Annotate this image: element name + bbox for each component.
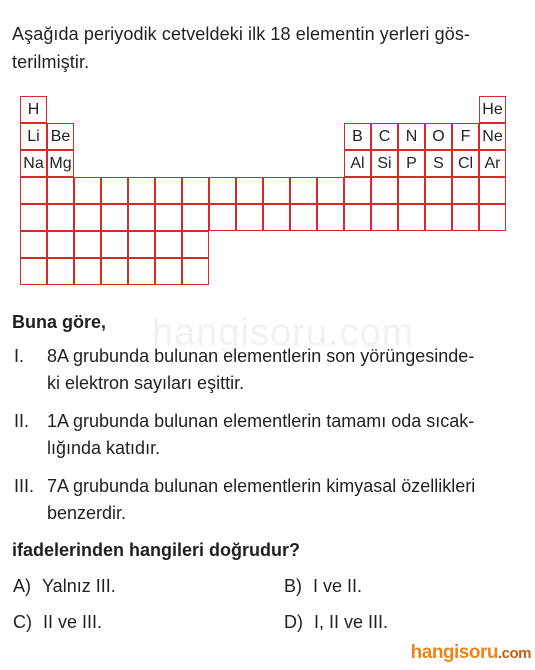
element-cell: O	[425, 123, 452, 150]
statement-number: II.	[14, 411, 30, 431]
empty-cell	[182, 204, 209, 231]
empty-cell	[47, 231, 74, 258]
question-intro	[12, 20, 522, 76]
option-a[interactable]	[13, 572, 116, 600]
empty-cell	[209, 204, 236, 231]
statement-number: III.	[14, 476, 35, 496]
statement-line: 8A grubunda bulunan elementlerin son yörüngesinde-	[47, 346, 475, 366]
option-text: Yalnız III.	[42, 576, 116, 596]
element-cell: Mg	[47, 150, 74, 177]
element-cell: Ne	[479, 123, 506, 150]
empty-cell	[263, 204, 290, 231]
element-cell: Ar	[479, 150, 506, 177]
option-letter: C)	[13, 612, 32, 632]
empty-cell	[47, 204, 74, 231]
watermark-text: hangisoru.com	[152, 312, 415, 354]
empty-cell	[263, 177, 290, 204]
empty-cell	[74, 231, 101, 258]
option-b[interactable]	[284, 572, 362, 600]
empty-cell	[20, 258, 47, 285]
empty-cell	[344, 204, 371, 231]
empty-cell	[155, 177, 182, 204]
statement-number: I.	[14, 346, 25, 366]
statement-line: 1A grubunda bulunan elementlerin tamamı oda sıcak-	[47, 411, 475, 431]
intro-line: terilmiştir.	[12, 52, 90, 72]
option-c[interactable]	[13, 608, 102, 636]
element-cell: Be	[47, 123, 74, 150]
empty-cell	[101, 231, 128, 258]
empty-cell	[20, 177, 47, 204]
element-cell: He	[479, 96, 506, 123]
empty-cell	[155, 204, 182, 231]
empty-cell	[425, 177, 452, 204]
option-letter: B)	[284, 576, 302, 596]
question-head: Buna göre,	[12, 312, 107, 332]
element-cell: Si	[371, 150, 398, 177]
empty-cell	[47, 258, 74, 285]
empty-cell	[182, 177, 209, 204]
element-cell: S	[425, 150, 452, 177]
empty-cell	[371, 177, 398, 204]
empty-cell	[182, 258, 209, 285]
element-cell: H	[20, 96, 47, 123]
element-cell: P	[398, 150, 425, 177]
empty-cell	[425, 204, 452, 231]
empty-cell	[155, 258, 182, 285]
empty-cell	[74, 258, 101, 285]
option-d[interactable]	[284, 608, 388, 636]
empty-cell	[128, 204, 155, 231]
empty-cell	[236, 177, 263, 204]
question-tail: ifadelerinden hangileri doğrudur?	[12, 540, 301, 560]
element-cell: Al	[344, 150, 371, 177]
empty-cell	[317, 204, 344, 231]
option-text: I ve II.	[313, 576, 363, 596]
empty-cell	[479, 204, 506, 231]
statement-line: ki elektron sayıları eşittir.	[47, 373, 245, 393]
brand-name: hangisoru	[410, 642, 498, 663]
empty-cell	[47, 177, 74, 204]
statement-line: benzerdir.	[47, 503, 127, 523]
brand-logo	[411, 642, 531, 664]
element-cell: Cl	[452, 150, 479, 177]
element-cell: Na	[20, 150, 47, 177]
option-text: I, II ve III.	[314, 612, 389, 632]
empty-cell	[398, 204, 425, 231]
empty-cell	[236, 204, 263, 231]
empty-cell	[20, 231, 47, 258]
empty-cell	[209, 177, 236, 204]
empty-cell	[155, 231, 182, 258]
empty-cell	[398, 177, 425, 204]
statement-line: 7A grubunda bulunan elementlerin kimyasal özellikleri	[47, 476, 476, 496]
statement-line: lığında katıdır.	[47, 438, 161, 458]
option-letter: D)	[284, 612, 303, 632]
empty-cell	[128, 177, 155, 204]
brand-tld: .com	[497, 645, 531, 662]
empty-cell	[182, 231, 209, 258]
option-text: II ve III.	[43, 612, 103, 632]
empty-cell	[371, 204, 398, 231]
element-cell: B	[344, 123, 371, 150]
element-cell: N	[398, 123, 425, 150]
empty-cell	[101, 177, 128, 204]
empty-cell	[290, 204, 317, 231]
empty-cell	[317, 177, 344, 204]
empty-cell	[101, 258, 128, 285]
empty-cell	[452, 204, 479, 231]
empty-cell	[20, 204, 47, 231]
element-cell: C	[371, 123, 398, 150]
empty-cell	[290, 177, 317, 204]
option-letter: A)	[13, 576, 31, 596]
empty-cell	[128, 231, 155, 258]
empty-cell	[74, 177, 101, 204]
element-cell: F	[452, 123, 479, 150]
element-cell: Li	[20, 123, 47, 150]
empty-cell	[479, 177, 506, 204]
empty-cell	[452, 177, 479, 204]
empty-cell	[128, 258, 155, 285]
empty-cell	[344, 177, 371, 204]
empty-cell	[101, 204, 128, 231]
empty-cell	[74, 204, 101, 231]
intro-line: Aşağıda periyodik cetveldeki ilk 18 elementin yerleri gös-	[12, 24, 471, 44]
